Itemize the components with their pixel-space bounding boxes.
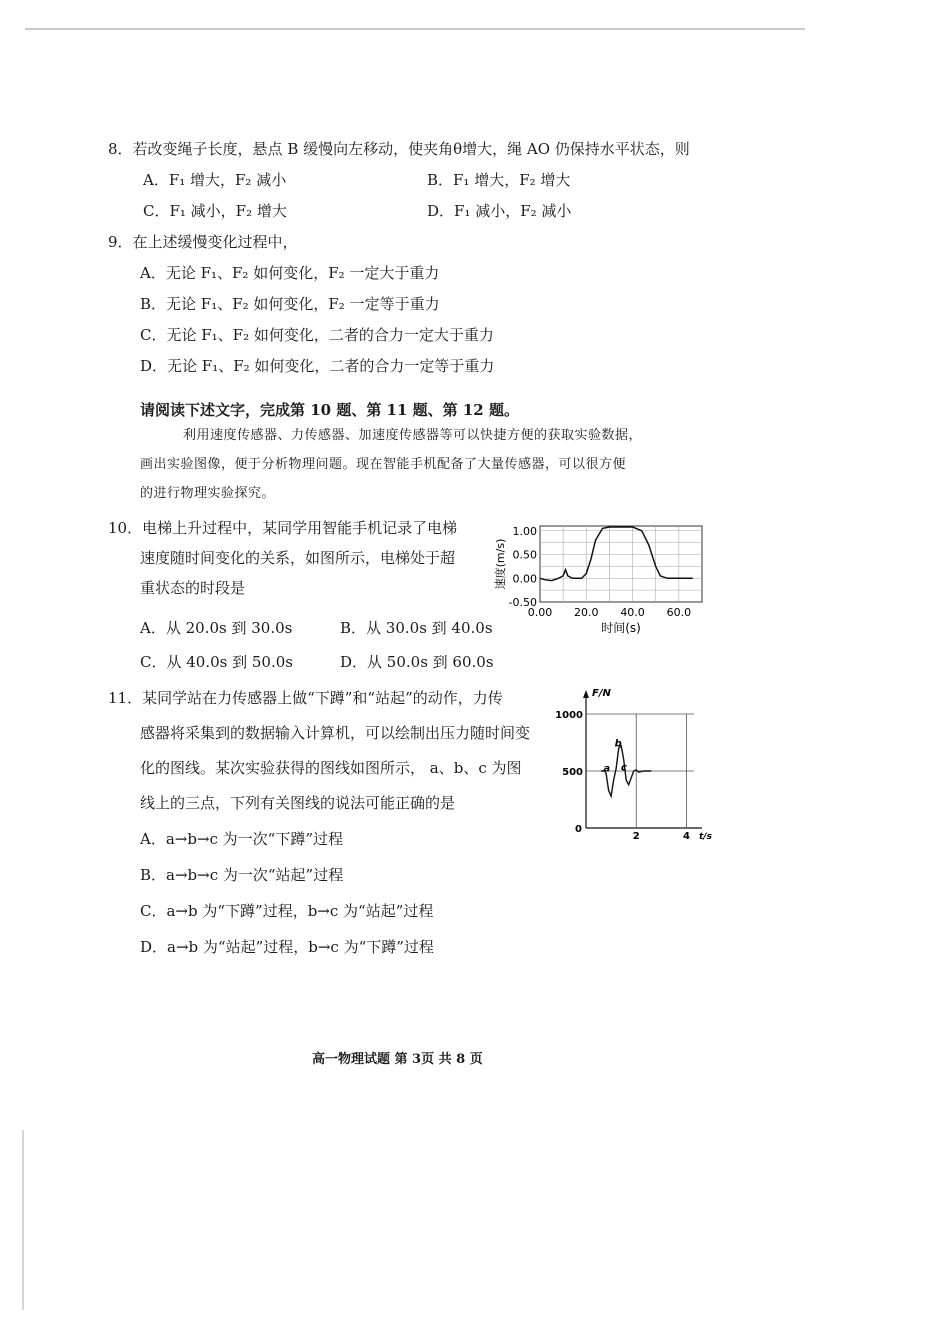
q11-option-a[interactable]: A．a→b→c 为一次“下蹲”过程 (140, 830, 344, 848)
x-axis-label: 时间(s) (601, 621, 641, 635)
q9-option-a[interactable]: A．无论 F₁、F₂ 如何变化，F₂ 一定大于重力 (140, 264, 440, 282)
q8-stem: 8．若改变绳子长度，悬点 B 缓慢向左移动，使夹角θ增大，绳 AO 仍保持水平状态，则 (108, 140, 690, 158)
point-label-a: a (603, 763, 611, 775)
q10-stem-line-2: 速度随时间变化的关系，如图所示，电梯处于超 (140, 549, 456, 567)
y-tick-label: -0.50 (508, 596, 537, 609)
y-tick-label: 0.50 (512, 548, 537, 562)
x-tick-label: 0.00 (527, 606, 553, 619)
q10-option-b[interactable]: B．从 30.0s 到 40.0s (340, 619, 493, 637)
q10-stem-line-1: 10．电梯上升过程中，某同学用智能手机记录了电梯 (108, 519, 458, 537)
q9-option-d[interactable]: D．无论 F₁、F₂ 如何变化，二者的合力一定等于重力 (140, 357, 495, 375)
point-label-b: b (614, 738, 622, 750)
x-axis-label: t/s (699, 832, 712, 842)
q11-stem-line-3: 化的图线。某次实验获得的图线如图所示， a、b、c 为图 (140, 759, 522, 777)
x-tick-label: 20.0 (574, 606, 599, 619)
plot-frame (540, 526, 702, 602)
q9-stem: 9．在上述缓慢变化过程中， (108, 233, 298, 251)
q11-option-c[interactable]: C．a→b 为“下蹲”过程，b→c 为“站起”过程 (140, 902, 434, 920)
q9-option-c[interactable]: C．无论 F₁、F₂ 如何变化，二者的合力一定大于重力 (140, 326, 494, 344)
y-axis-label: 速度(m/s) (494, 538, 507, 590)
passage-line-1: 利用速度传感器、力传感器、加速度传感器等可以快捷方便的获取实验数据， (183, 428, 643, 443)
x-tick-label: 60.0 (666, 606, 692, 619)
q10-option-a[interactable]: A．从 20.0s 到 30.0s (140, 619, 293, 637)
y-tick-label: 500 (562, 767, 583, 778)
y-axis-label: F/N (592, 688, 611, 699)
q11-option-d[interactable]: D．a→b 为“站起”过程，b→c 为“下蹲”过程 (140, 938, 434, 956)
passage-line-2: 画出实验图像，便于分析物理问题。现在智能手机配备了大量传感器，可以很方便 (140, 457, 627, 472)
q8-option-d[interactable]: D．F₁ 减小，F₂ 减小 (427, 202, 572, 220)
q11-stem-line-2: 感器将采集到的数据输入计算机，可以绘制出压力随时间变 (140, 724, 531, 742)
q11-stem-line-4: 线上的三点，下列有关图线的说法可能正确的是 (140, 794, 456, 812)
y-tick-label: 1000 (555, 710, 583, 721)
q8-option-b[interactable]: B．F₁ 增大，F₂ 增大 (427, 171, 571, 189)
passage-heading: 请阅读下述文字，完成第 10 题、第 11 题、第 12 题。 (140, 401, 519, 419)
scan-edge-left (22, 1130, 24, 1310)
velocity-time-chart (490, 518, 715, 643)
q10-stem-line-3: 重状态的时段是 (140, 579, 246, 597)
q10-option-d[interactable]: D．从 50.0s 到 60.0s (340, 653, 494, 671)
q8-option-c[interactable]: C．F₁ 减小，F₂ 增大 (143, 202, 287, 220)
x-tick-label: 4 (682, 831, 690, 842)
q11-option-b[interactable]: B．a→b→c 为一次“站起”过程 (140, 866, 344, 884)
passage-line-3: 的进行物理实验探究。 (140, 486, 276, 501)
x-tick-label: 0 (575, 824, 582, 835)
q11-stem-line-1: 11．某同学站在力传感器上做“下蹲”和“站起”的动作，力传 (108, 689, 503, 707)
point-label-c: c (620, 762, 627, 774)
scan-edge-top (25, 28, 805, 30)
q8-option-a[interactable]: A．F₁ 增大，F₂ 减小 (143, 171, 287, 189)
y-tick-label: 0.00 (512, 572, 537, 586)
page-footer: 高一物理试题 第 3页 共 8 页 (312, 1052, 483, 1067)
x-tick-label: 2 (632, 831, 640, 842)
force-time-chart (548, 684, 726, 844)
q9-option-b[interactable]: B．无论 F₁、F₂ 如何变化，F₂ 一定等于重力 (140, 295, 440, 313)
q10-option-c[interactable]: C．从 40.0s 到 50.0s (140, 653, 293, 671)
y-tick-label: 1.00 (512, 524, 537, 538)
x-tick-label: 40.0 (620, 606, 645, 619)
